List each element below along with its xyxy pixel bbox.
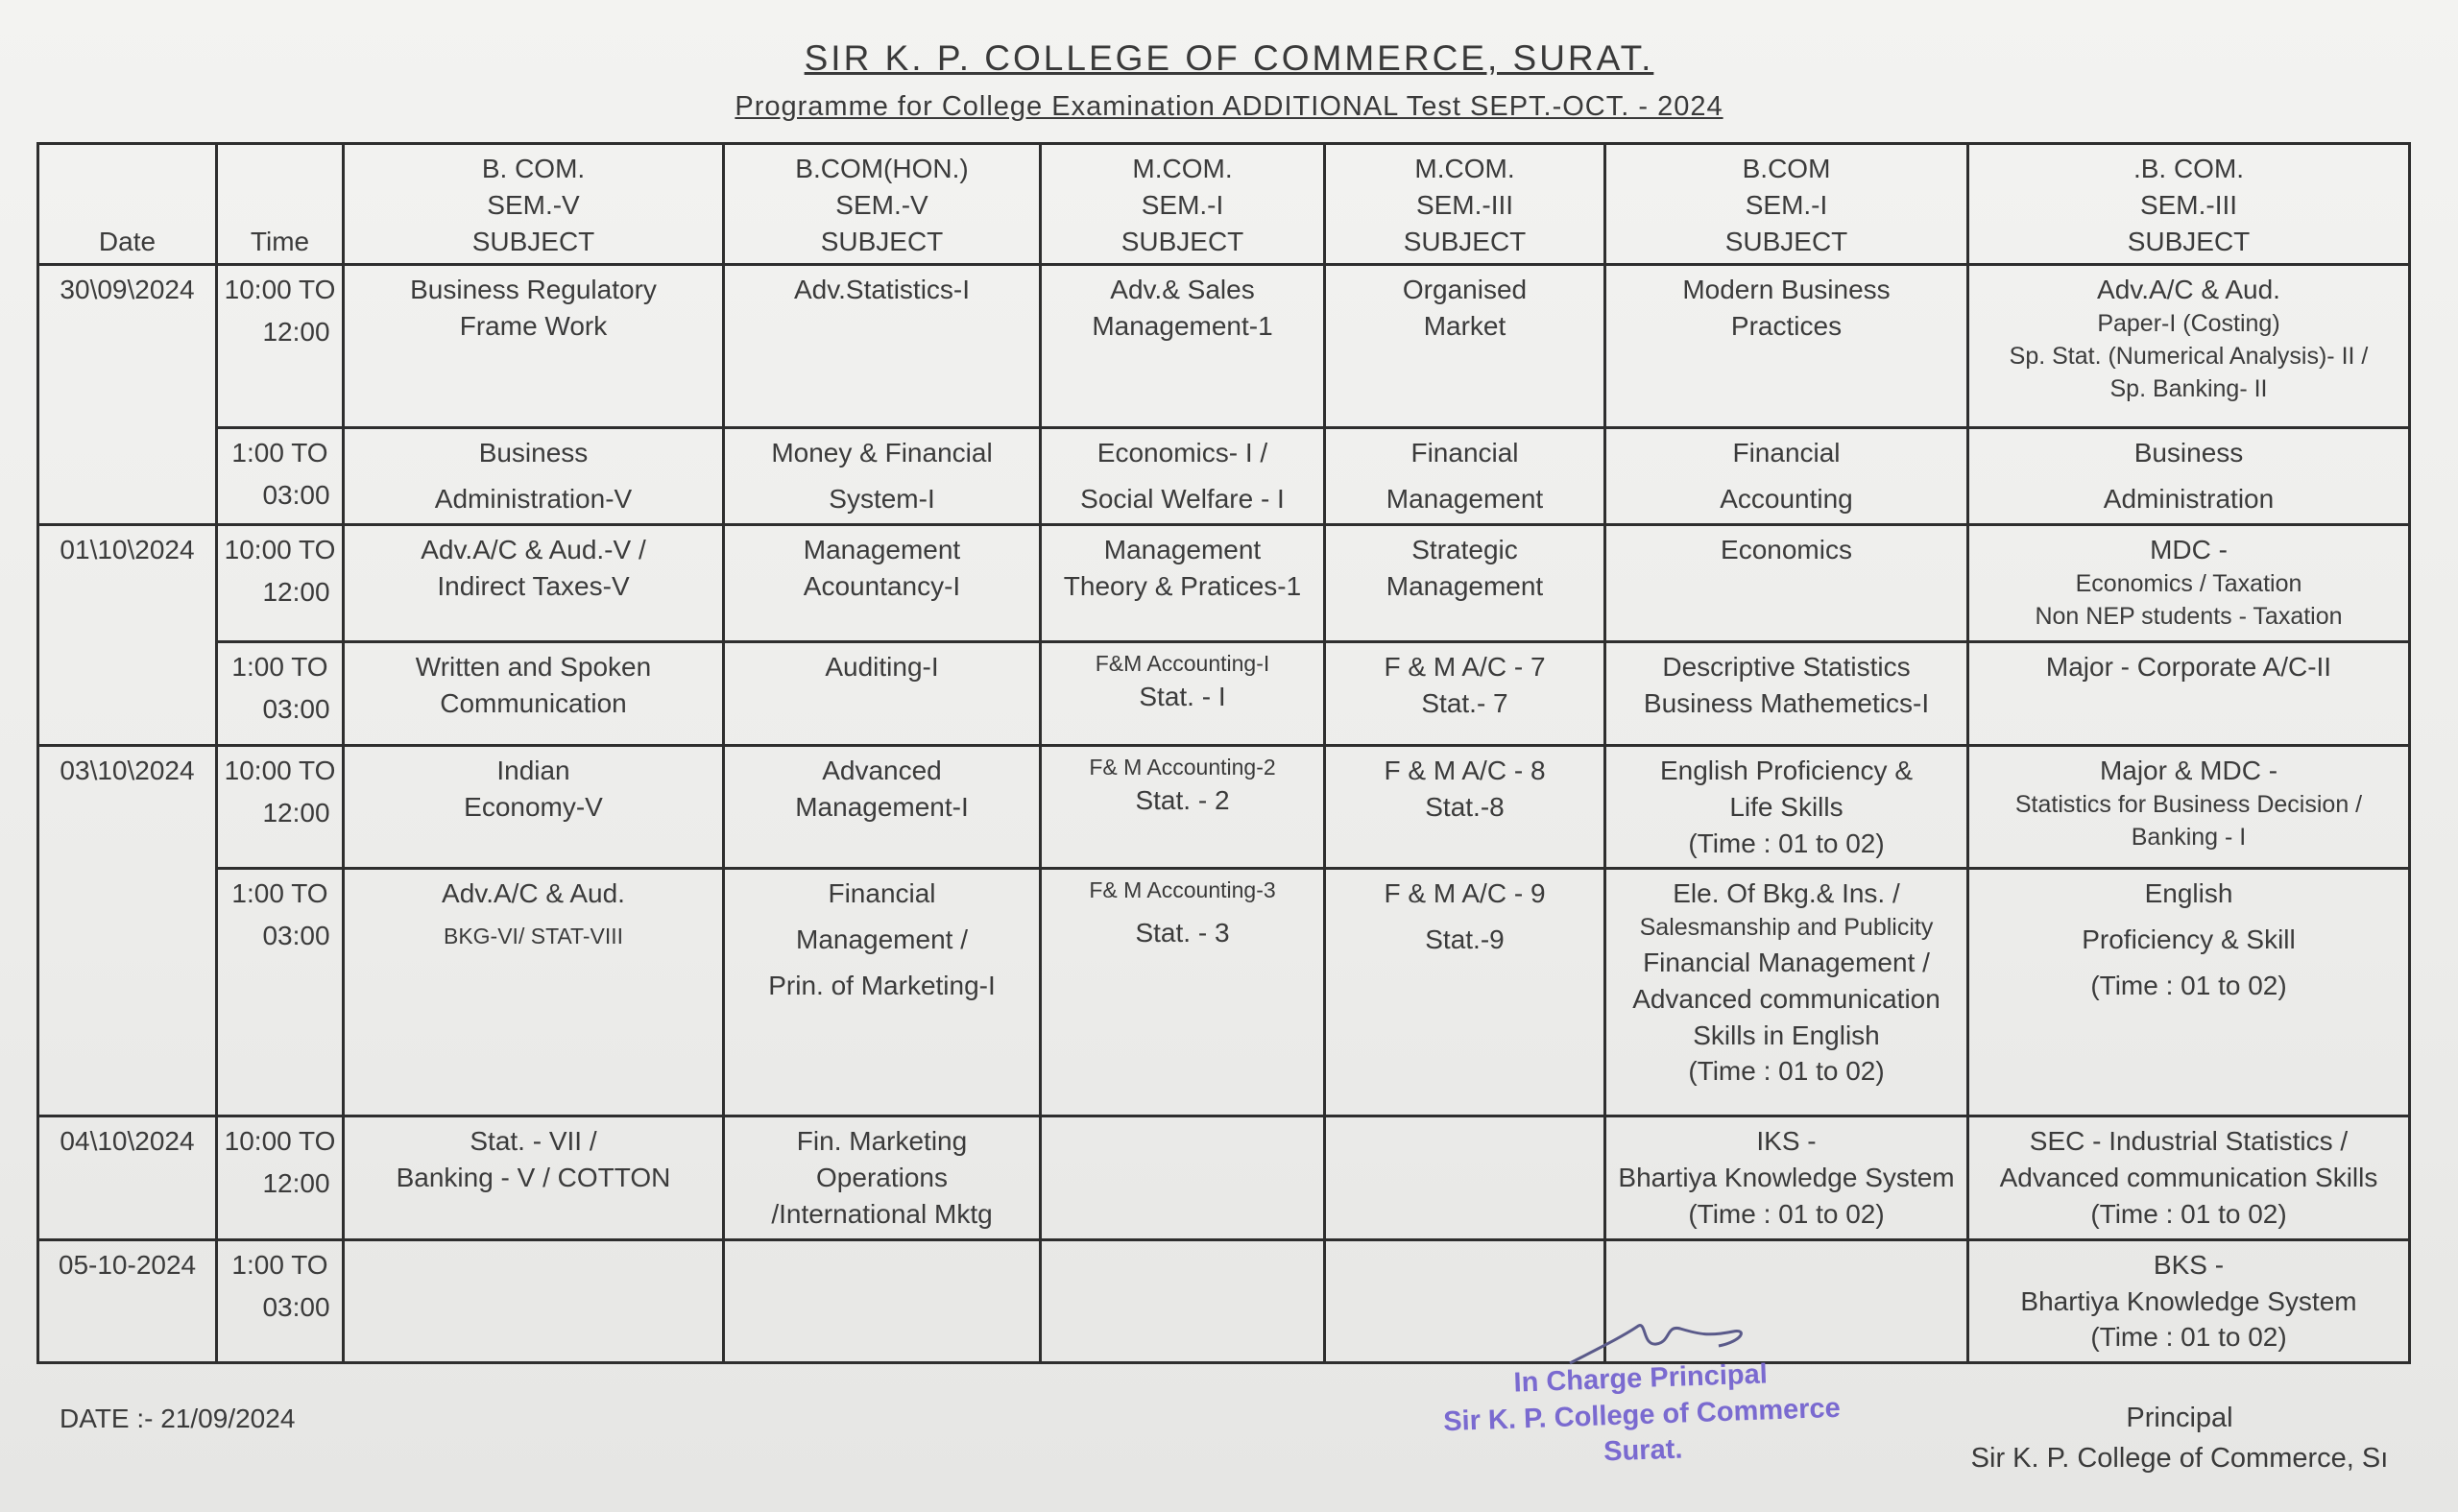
subject-line: Paper-I (Costing) [2097,310,2280,338]
subject-cell-c4 [1325,1116,1605,1239]
subject-cell-c4 [1325,745,1605,868]
subject-cell-c6 [1968,1116,2410,1239]
subject-line: F&M Accounting-I [1095,650,1270,676]
subject-cell-c2 [724,869,1041,1116]
subject-cell-c1 [344,1116,724,1239]
exam-time [217,1116,344,1239]
subject-line: English [2144,878,2233,909]
subject-line: Banking - V / COTTON [396,1163,671,1193]
subject-line: Stat. - 3 [1135,918,1230,948]
subject-cell-c4 [1325,428,1605,525]
subject-line: (Time : 01 to 02) [1688,1056,1885,1087]
subject-line: F & M A/C - 8 [1384,755,1546,785]
time-start: 10:00 TO [224,534,336,564]
stamp-line: Sir K. P. College of Commerce [1442,1392,1842,1437]
subject-line: Business Regulatory [410,275,657,305]
subject-cell-c6 [1968,641,2410,745]
subject-line: Social Welfare - I [1080,484,1285,515]
subject-line: English Proficiency & [1659,755,1913,785]
subject-cell-c2 [724,1116,1041,1239]
time-start: 1:00 TO [231,438,328,468]
time-end: 03:00 [262,921,330,951]
subject-line: Ele. Of Bkg.& Ins. / [1673,878,1900,909]
subject-line: F& M Accounting-2 [1089,754,1276,780]
subject-cell-c1 [344,1239,724,1362]
subject-cell-c2 [724,641,1041,745]
subject-line: Advanced communication Skills [1999,1163,2378,1193]
subject-cell-c1 [344,641,724,745]
subject-line: Accounting [1720,484,1853,515]
subject-cell-c1 [344,524,724,641]
subject-cell-c1 [344,428,724,525]
subject-line: Banking - I [2131,823,2247,851]
subject-line: Sp. Stat. (Numerical Analysis)- II / [2009,342,2369,370]
subject-line: Management / [796,924,968,955]
subject-line: BKS - [2153,1249,2225,1280]
subject-line: Stat. - 2 [1135,785,1230,816]
subject-line: Operations [816,1163,948,1193]
subject-line: Sp. Banking- II [2109,374,2268,402]
subject-line: Management-1 [1092,311,1273,342]
time-start: 1:00 TO [231,651,328,682]
subject-line: F & M A/C - 9 [1384,878,1546,909]
subject-line: IKS - [1756,1126,1817,1157]
subject-line: /International Mktg [771,1198,993,1229]
exam-time [217,869,344,1116]
subject-line: Market [1423,311,1506,342]
subject-cell-c6 [1968,265,2410,428]
subject-line: Financial [1410,438,1519,468]
table-row [38,1239,2410,1362]
subject-line: Salesmanship and Publicity [1639,914,1934,942]
subject-line: Written and Spoken [415,651,652,682]
exam-time [217,265,344,428]
subject-line: Business [478,438,589,468]
subject-line: Acountancy-I [803,570,961,601]
subject-line: Business [2133,438,2244,468]
header-bcom-sem3: .B. COM. SEM.-III SUBJECT [1968,144,2410,265]
subject-line: Stat. - VII / [470,1126,597,1157]
header-bcom-hon-sem5: B.COM(HON.) SEM.-V SUBJECT [724,144,1041,265]
exam-date: 30\09\2024 [38,265,217,525]
exam-date: 04\10\2024 [38,1116,217,1239]
college-title: SIR K. P. COLLEGE OF COMMERCE, SURAT. [804,38,1654,78]
subject-cell-c6 [1968,869,2410,1116]
subject-line: Descriptive Statistics [1662,651,1911,682]
subject-line: F& M Accounting-3 [1089,877,1276,903]
subject-line: Money & Financial [771,438,993,468]
header-date: Date [38,144,217,265]
subject-line: Communication [440,687,627,718]
subject-cell-c4 [1325,265,1605,428]
subject-line: Stat.-9 [1425,924,1505,955]
principal-stamp [1400,1353,1884,1477]
table-row [38,265,2410,428]
subject-line: Fin. Marketing [796,1126,968,1157]
subject-line: Theory & Pratices-1 [1063,570,1302,601]
subject-cell-c3 [1041,869,1325,1116]
subject-line: Organised [1402,275,1528,305]
subject-cell-c1 [344,869,724,1116]
time-start: 10:00 TO [224,1126,336,1157]
subject-line: Indian [496,755,570,785]
subject-line: Stat.- 7 [1421,687,1508,718]
time-start: 1:00 TO [231,878,328,909]
subject-line: Practices [1730,311,1843,342]
subject-cell-c4 [1325,524,1605,641]
table-row [38,524,2410,641]
time-end: 03:00 [262,480,330,511]
table-row [38,641,2410,745]
subject-cell-c3 [1041,1116,1325,1239]
subject-line: Prin. of Marketing-I [768,970,996,1000]
subject-line: Management [1103,534,1262,564]
subject-line: Adv.A/C & Aud. [2097,275,2280,305]
subject-line: BKG-VI/ STAT-VIII [443,924,623,949]
subject-cell-c5 [1605,641,1968,745]
subject-cell-c4 [1325,641,1605,745]
subject-line: Life Skills [1729,791,1844,822]
subject-line: Adv.A/C & Aud. [442,878,625,909]
exam-date: 05-10-2024 [38,1239,217,1362]
subject-line: Administration-V [434,484,633,515]
subject-line: Adv.& Sales [1110,275,1255,305]
subject-line: Financial [828,878,936,909]
subject-line: Management [1386,484,1544,515]
subject-line: (Time : 01 to 02) [2090,1322,2287,1353]
subject-line: (Time : 01 to 02) [1688,828,1885,858]
subject-line: Proficiency & Skill [2082,924,2296,955]
subject-line: Major & MDC - [2099,755,2278,785]
exam-time [217,1239,344,1362]
subject-cell-c5 [1605,869,1968,1116]
subject-cell-c6 [1968,745,2410,868]
subject-line: Auditing-I [825,651,939,682]
subject-line: Bhartiya Knowledge System [1618,1163,1955,1193]
time-end: 12:00 [262,797,330,828]
subject-cell-c4 [1325,869,1605,1116]
subject-line: Economics- I / [1096,438,1268,468]
subject-cell-c2 [724,428,1041,525]
table-row [38,745,2410,868]
subject-cell-c1 [344,745,724,868]
header-row [38,144,2410,265]
subject-cell-c6 [1968,524,2410,641]
subject-cell-c5 [1605,1116,1968,1239]
subject-cell-c5 [1605,428,1968,525]
subject-line: System-I [829,484,935,515]
principal-signoff [1920,1398,2439,1478]
subject-cell-c6 [1968,1239,2410,1362]
subject-line: Modern Business [1682,275,1891,305]
subject-line: Stat.-8 [1425,791,1505,822]
subject-cell-c2 [724,745,1041,868]
exam-time [217,641,344,745]
table-row [38,1116,2410,1239]
header-time: Time [217,144,344,265]
subject-line: Strategic [1411,534,1518,564]
subject-cell-c2 [724,265,1041,428]
principal-college: Sir K. P. College of Commerce, Sı [1970,1443,2389,1475]
exam-time [217,745,344,868]
table-row [38,869,2410,1116]
subject-line: (Time : 01 to 02) [1688,1198,1885,1229]
exam-time [217,428,344,525]
subject-line: Management-I [795,791,969,822]
programme-subtitle: Programme for College Examination ADDITIONAL Test SEPT.-OCT. - 2024 [735,91,1723,122]
time-end: 03:00 [262,1291,330,1322]
time-end: 12:00 [262,317,330,348]
subject-line: F & M A/C - 7 [1384,651,1546,682]
subject-cell-c3 [1041,265,1325,428]
subject-cell-c3 [1041,1239,1325,1362]
time-end: 12:00 [262,1168,330,1199]
time-start: 1:00 TO [231,1249,328,1280]
subject-line: Adv.A/C & Aud.-V / [421,534,646,564]
subject-line: Major - Corporate A/C-II [2045,651,2332,682]
subject-line: Financial Management / [1643,947,1930,977]
subject-cell-c1 [344,265,724,428]
subject-cell-c4 [1325,1239,1605,1362]
subject-line: Economy-V [464,791,603,822]
time-end: 03:00 [262,693,330,724]
subject-line: (Time : 01 to 02) [2090,970,2287,1000]
subject-line: Management [803,534,961,564]
exam-date: 01\10\2024 [38,524,217,745]
subject-cell-c3 [1041,641,1325,745]
principal-title: Principal [2126,1403,2233,1433]
subject-line: Adv.Statistics-I [793,275,971,305]
subject-cell-c6 [1968,428,2410,525]
subject-line: Economics / Taxation [2075,569,2302,597]
subject-line: Indirect Taxes-V [437,570,630,601]
subject-line: Bhartiya Knowledge System [2020,1285,2357,1316]
subject-cell-c3 [1041,428,1325,525]
exam-timetable [36,142,2411,1364]
subject-cell-c3 [1041,745,1325,868]
subject-line: Economics [1721,534,1852,564]
time-start: 10:00 TO [224,755,336,785]
time-end: 12:00 [262,576,330,607]
subject-line: Non NEP students - Taxation [2035,602,2343,630]
exam-time [217,524,344,641]
subject-line: Statistics for Business Decision / [2014,790,2363,818]
subject-line: Advanced communication [1632,983,1940,1014]
subject-line: MDC - [2150,534,2228,564]
subject-line: Administration [2103,484,2275,515]
subject-line: Business Mathemetics-I [1643,687,1930,718]
header-bcom-sem1: B.COM SEM.-I SUBJECT [1605,144,1968,265]
subject-line: Frame Work [459,311,608,342]
subject-line: SEC - Industrial Statistics / [2029,1126,2349,1157]
subject-line: Advanced [822,755,942,785]
exam-date: 03\10\2024 [38,745,217,1116]
table-row [38,428,2410,525]
subject-cell-c5 [1605,265,1968,428]
header-bcom-sem5: B. COM. SEM.-V SUBJECT [344,144,724,265]
subject-cell-c3 [1041,524,1325,641]
header-mcom-sem3: M.COM. SEM.-III SUBJECT [1325,144,1605,265]
time-start: 10:00 TO [224,275,336,305]
subject-line: Management [1386,570,1544,601]
subject-cell-c5 [1605,745,1968,868]
subject-cell-c2 [724,524,1041,641]
subject-line: (Time : 01 to 02) [2090,1198,2287,1229]
subject-line: Stat. - I [1139,682,1226,712]
subject-cell-c2 [724,1239,1041,1362]
header-mcom-sem1: M.COM. SEM.-I SUBJECT [1041,144,1325,265]
subject-line: Financial [1732,438,1841,468]
stamp-line: Surat. [1603,1433,1683,1468]
subject-line: Skills in English [1693,1020,1880,1050]
issue-date: DATE :- 21/09/2024 [60,1404,296,1433]
subject-cell-c5 [1605,524,1968,641]
stamp-line: In Charge Principal [1513,1358,1769,1399]
